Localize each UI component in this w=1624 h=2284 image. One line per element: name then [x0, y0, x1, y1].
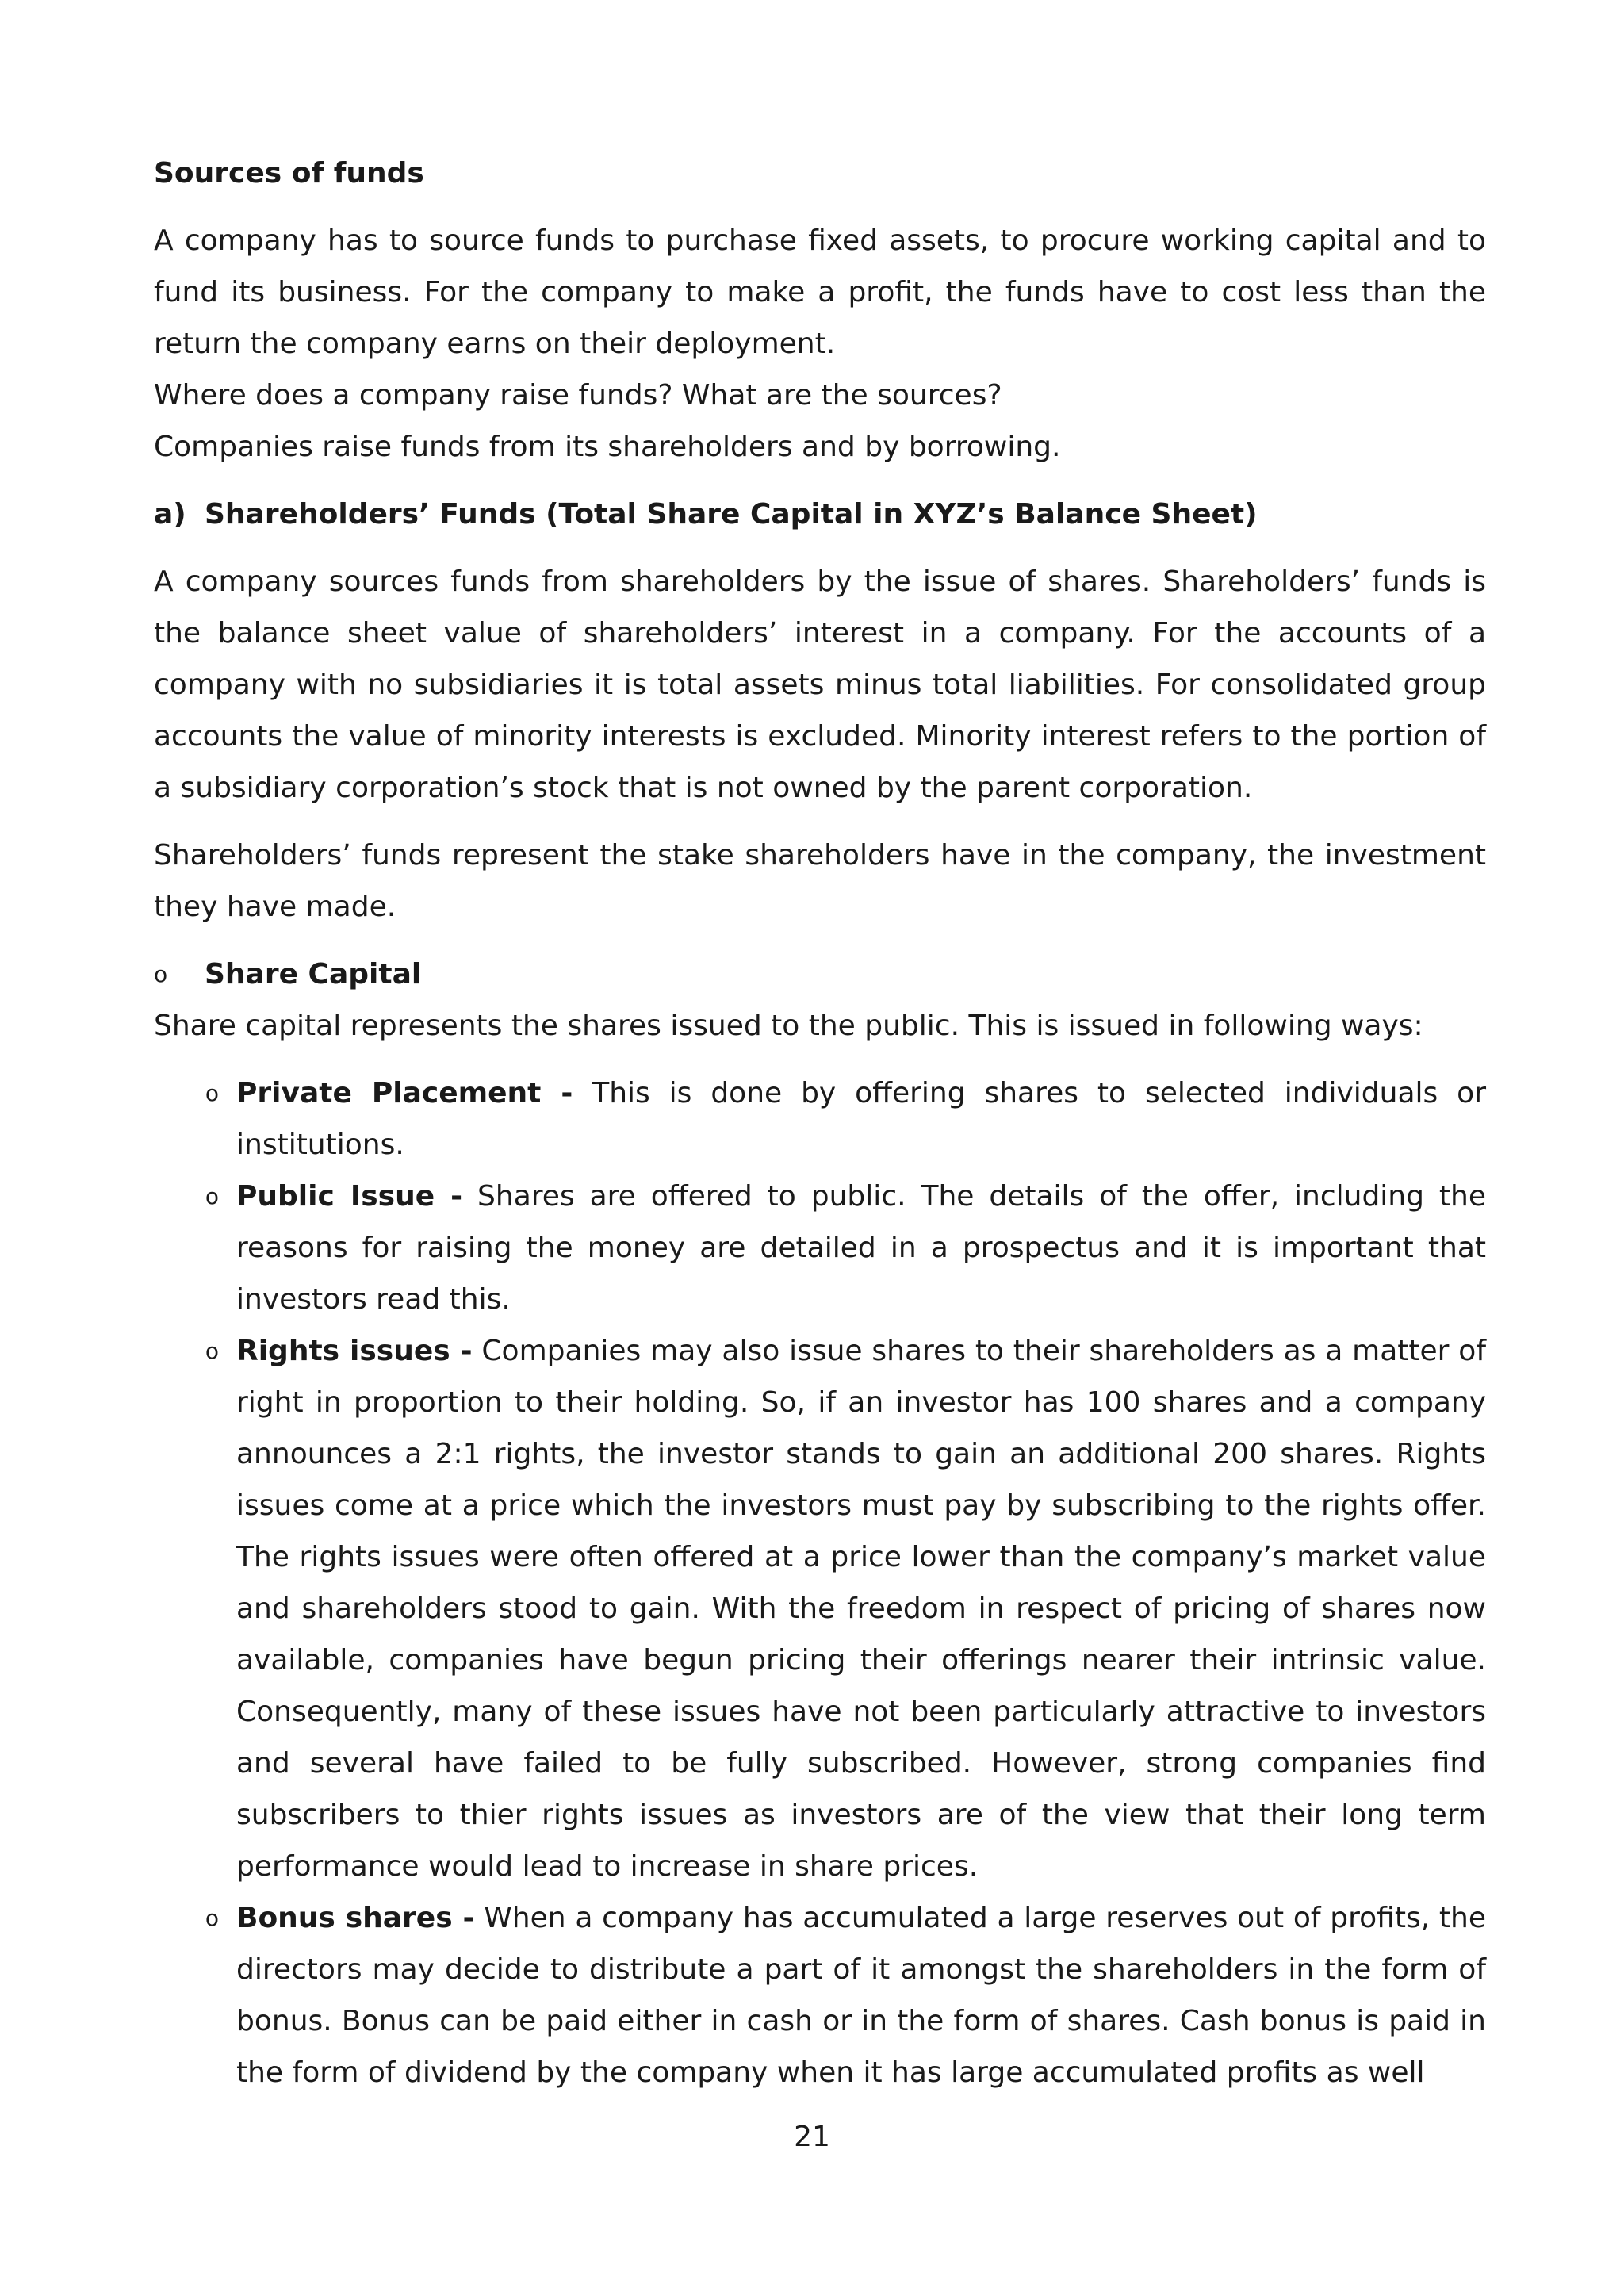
list-item-text: When a company has accumulated a large reserves out of profits, the directors may decide to distribute a part of it amongst the shareholders in the form of bonus. Bonus can be paid either in cash or in the form of shares. Cash bonus is paid in the form of dividend by the company when it has large accumulated profits as well: [236, 1902, 1486, 2089]
bullet-marker-icon: o: [205, 1338, 219, 1364]
list-item-body: [236, 1067, 1486, 1171]
intro-paragraph: A company has to source funds to purchase fixed assets, to procure working capital and to fund its business. For the company to make a profit, the funds have to cost less than the return the company earns on their deployment.: [154, 224, 1486, 360]
document-page: [154, 148, 1486, 2098]
list-item-body: [236, 1325, 1486, 1892]
list-item-term: Rights issues -: [236, 1335, 473, 1367]
share-capital-description: Share capital represents the shares issued to the public. This is issued in following ways:: [154, 1010, 1423, 1042]
bullet-marker-icon: o: [205, 1080, 219, 1106]
bullet-marker-icon: o: [205, 1905, 219, 1931]
share-issue-methods-list: [154, 1067, 1486, 2098]
list-item-term: Bonus shares -: [236, 1902, 475, 1934]
list-item-body: [236, 1171, 1486, 1325]
list-item-text: Companies may also issue shares to their shareholders as a matter of right in proportion to their holding. So, if an investor has 100 shares and a company announces a 2:1 rights, the investor stands to gain an additional 200 shares. Rights issues come at a price which the investors must pay by subscribing to the rights offer. The rights issues were often offered at a price lower than the company’s market value and shareholders stood to gain. With the freedom in respect of pricing of shares now available, companies have begun pricing their offerings nearer their intrinsic value. Consequently, many of these issues have not been particularly attractive to investors and several have failed to be fully subscribed. However, strong companies find subscribers to thier rights issues as investors are of the view that their long term performance would lead to increase in share prices.: [236, 1335, 1486, 1883]
shareholders-funds-paragraph: A company sources funds from shareholders by the issue of shares. Shareholders’ funds is the balance sheet value of shareholders’ interest in a company. For the accounts of a company with no subsidiaries it is total assets minus total liabilities. For consolidated group accounts the value of minority interests is excluded. Minority interest refers to the portion of a subsidiary corporation’s stock that is not owned by the parent corporation.: [154, 565, 1486, 804]
list-item-term: Public Issue -: [236, 1180, 463, 1213]
share-capital-title: Share Capital: [205, 958, 422, 991]
list-item: [154, 1892, 1486, 2098]
intro-answer: Companies raise funds from its shareholders and by borrowing.: [154, 431, 1061, 463]
bullet-marker-icon: o: [154, 961, 168, 987]
list-item-text: Shares are offered to public. The details of the offer, including the reasons for raising the money are detailed in a prospectus and it is important that investors read this.: [236, 1180, 1486, 1316]
share-capital-heading: [154, 948, 1486, 1000]
list-item: [154, 1171, 1486, 1325]
list-item-body: [236, 1892, 1486, 2098]
subsection-heading: [154, 489, 1486, 540]
intro-question: Where does a company raise funds? What are the sources?: [154, 379, 1002, 412]
bullet-marker-icon: o: [205, 1183, 219, 1209]
shareholders-stake-paragraph: Shareholders’ funds represent the stake shareholders have in the company, the investment they have made.: [154, 839, 1486, 923]
list-item-text: This is done by offering shares to selected individuals or institutions.: [236, 1077, 1486, 1161]
subsection-title: Shareholders’ Funds (Total Share Capital in XYZ’s Balance Sheet): [205, 498, 1258, 531]
list-item: [154, 1325, 1486, 1892]
subsection-label: a): [154, 498, 186, 531]
section-title: Sources of funds: [154, 157, 424, 190]
list-item-term: Private Placement -: [236, 1077, 573, 1109]
page-number: 21: [794, 2121, 830, 2153]
list-item: [154, 1067, 1486, 1171]
